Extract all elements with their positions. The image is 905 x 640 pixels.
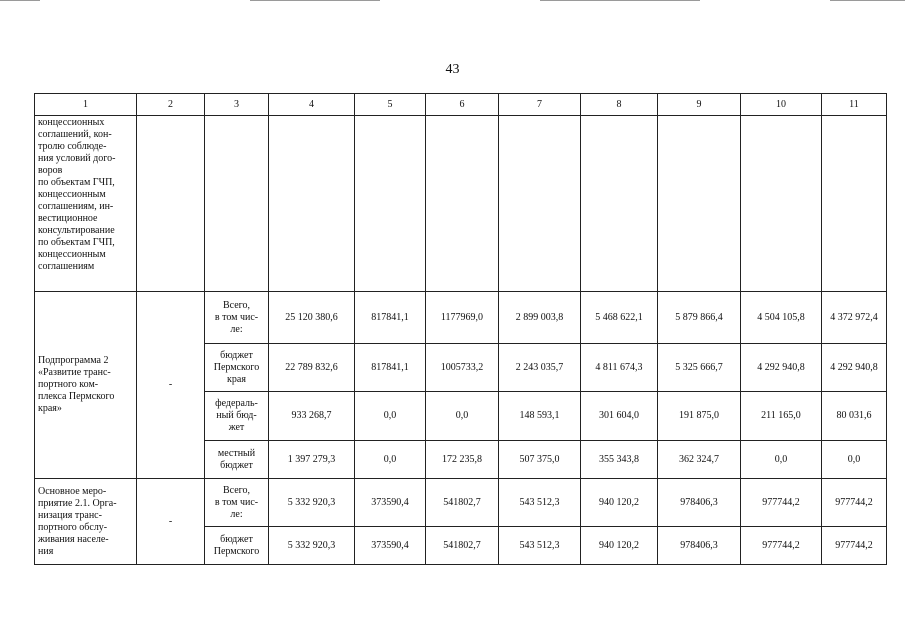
- value-cell: 172 235,8: [426, 441, 499, 479]
- value-cell: 301 604,0: [581, 392, 658, 441]
- value-cell: 1005733,2: [426, 344, 499, 392]
- value-cell: 817841,1: [355, 292, 426, 344]
- column-header: 11: [822, 94, 887, 116]
- column-header: 6: [426, 94, 499, 116]
- table-row: [35, 292, 887, 344]
- column-header: 8: [581, 94, 658, 116]
- continuation-cell: [35, 116, 137, 292]
- value-cell: 940 120,2: [581, 527, 658, 565]
- value-cell: 977744,2: [822, 527, 887, 565]
- value-cell: 211 165,0: [741, 392, 822, 441]
- value-cell: 543 512,3: [499, 527, 581, 565]
- scan-edge-line: [0, 0, 40, 1]
- value-cell: 507 375,0: [499, 441, 581, 479]
- value-cell: 80 031,6: [822, 392, 887, 441]
- value-cell: 0,0: [355, 392, 426, 441]
- value-cell: 541802,7: [426, 479, 499, 527]
- value-cell: 191 875,0: [658, 392, 741, 441]
- value-cell: 5 332 920,3: [269, 479, 355, 527]
- value-cell: 4 504 105,8: [741, 292, 822, 344]
- value-cell: 0,0: [822, 441, 887, 479]
- continuation-text: концессионных соглашений, кон- тролю соблюде- ния условий дого- воров по объектам ГЧП, концессионным соглашениям, ин- вестиционное консультирование по объектам ГЧП, концессионным соглашениям: [38, 117, 116, 272]
- value-cell: 25 120 380,6: [269, 292, 355, 344]
- value-cell: 373590,4: [355, 527, 426, 565]
- funding-category: бюджет Пермского края: [205, 344, 269, 392]
- value-cell: 362 324,7: [658, 441, 741, 479]
- value-cell: 2 243 035,7: [499, 344, 581, 392]
- page-number: 43: [445, 62, 460, 77]
- value-cell: 817841,1: [355, 344, 426, 392]
- column-header: 10: [741, 94, 822, 116]
- value-cell: 5 879 866,4: [658, 292, 741, 344]
- value-cell: 5 325 666,7: [658, 344, 741, 392]
- column-2-value: -: [137, 292, 205, 479]
- value-cell: 2 899 003,8: [499, 292, 581, 344]
- value-cell: 0,0: [741, 441, 822, 479]
- value-cell: 977744,2: [741, 479, 822, 527]
- value-cell: 978406,3: [658, 479, 741, 527]
- funding-category: Всего, в том чис- ле:: [205, 292, 269, 344]
- funding-category: бюджет Пермского: [205, 527, 269, 565]
- value-cell: 1177969,0: [426, 292, 499, 344]
- value-cell: 4 292 940,8: [822, 344, 887, 392]
- value-cell: 0,0: [426, 392, 499, 441]
- value-cell: 355 343,8: [581, 441, 658, 479]
- value-cell: 373590,4: [355, 479, 426, 527]
- table-row: [35, 116, 887, 292]
- value-cell: 977744,2: [822, 479, 887, 527]
- value-cell: 5 468 622,1: [581, 292, 658, 344]
- value-cell: 940 120,2: [581, 479, 658, 527]
- column-2-value: -: [137, 479, 205, 565]
- column-header: 7: [499, 94, 581, 116]
- column-header: 9: [658, 94, 741, 116]
- column-header: 2: [137, 94, 205, 116]
- column-header: 1: [35, 94, 137, 116]
- value-cell: 5 332 920,3: [269, 527, 355, 565]
- value-cell: 4 811 674,3: [581, 344, 658, 392]
- value-cell: 148 593,1: [499, 392, 581, 441]
- value-cell: 0,0: [355, 441, 426, 479]
- funding-category: местный бюджет: [205, 441, 269, 479]
- program-name: Подпрограмма 2 «Развитие транс- портного ком- плекса Пермского края»: [35, 292, 137, 479]
- value-cell: 4 292 940,8: [741, 344, 822, 392]
- funding-category: Всего, в том чис- ле:: [205, 479, 269, 527]
- column-header: 4: [269, 94, 355, 116]
- value-cell: 541802,7: [426, 527, 499, 565]
- value-cell: 933 268,7: [269, 392, 355, 441]
- scan-edge-line: [830, 0, 905, 1]
- value-cell: 977744,2: [741, 527, 822, 565]
- column-header: 3: [205, 94, 269, 116]
- scan-edge-line: [250, 0, 380, 1]
- column-header: 5: [355, 94, 426, 116]
- budget-table: [34, 93, 887, 565]
- value-cell: 543 512,3: [499, 479, 581, 527]
- value-cell: 978406,3: [658, 527, 741, 565]
- value-cell: 4 372 972,4: [822, 292, 887, 344]
- funding-category: федераль- ный бюд- жет: [205, 392, 269, 441]
- measure-name: Основное меро- приятие 2.1. Орга- низация транс- портного обслу- живания населе- ния: [35, 479, 137, 565]
- header-row: [35, 94, 887, 116]
- value-cell: 1 397 279,3: [269, 441, 355, 479]
- value-cell: 22 789 832,6: [269, 344, 355, 392]
- scan-edge-line: [540, 0, 700, 1]
- table-row: [35, 479, 887, 527]
